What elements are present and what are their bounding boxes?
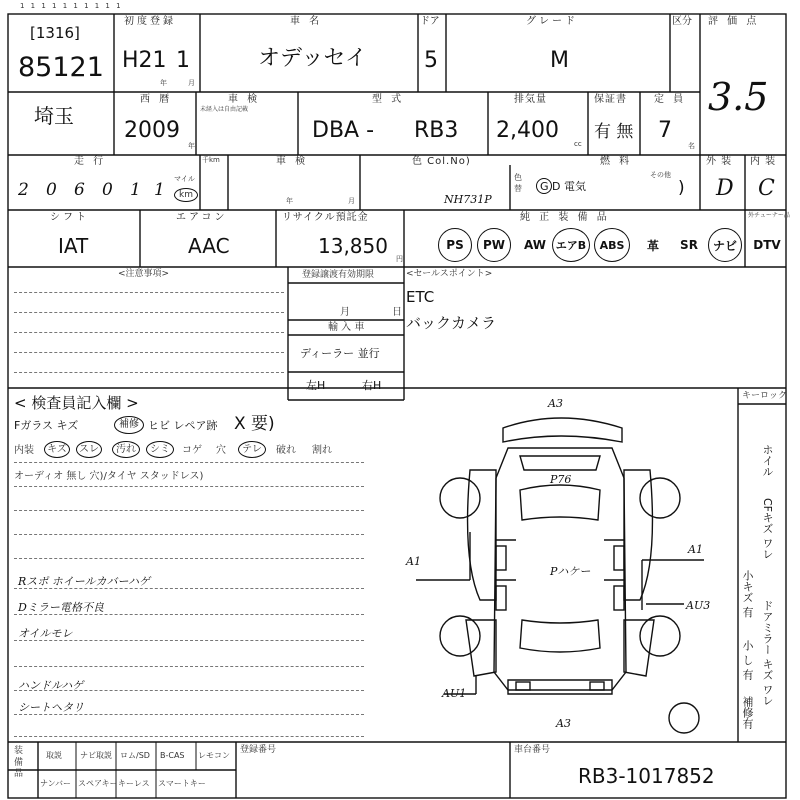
shift-value: IAT xyxy=(58,234,89,258)
note-rspo: Rスポ ホイールカバーハゲ xyxy=(18,575,151,588)
color-value: NH731P xyxy=(444,193,492,206)
left-hand: 左H xyxy=(306,379,326,392)
int-hole: 穴 xyxy=(216,445,226,456)
km-circled: km xyxy=(174,188,198,202)
left-rear-panel xyxy=(466,620,496,676)
door-handle-rl xyxy=(496,586,506,610)
front-bumper xyxy=(503,418,622,442)
acc-navi-manual: ナビ取説 xyxy=(80,751,112,760)
accessories-label: 装 備 品 xyxy=(14,746,24,780)
int-scratch: キズ xyxy=(44,441,70,458)
type-label: 型 式 xyxy=(372,94,405,105)
equip-dtv: DTV xyxy=(753,238,781,252)
acc-bcas: B-CAS xyxy=(160,751,185,760)
int-scuff: スレ xyxy=(76,441,102,458)
rear-window xyxy=(520,620,600,652)
deadline-month: 月 xyxy=(340,307,350,318)
capacity-value: 7 xyxy=(658,118,672,143)
legend-small: 小 し 有 xyxy=(741,640,754,680)
mark-left-a1: A1 xyxy=(406,555,421,568)
change-label: 色替 xyxy=(514,173,522,194)
acc-rom-sd: ロム/SD xyxy=(120,751,150,760)
deadline-day: 日 xyxy=(392,307,402,318)
note-oil: オイルモレ xyxy=(18,627,73,640)
acc-spare-key: スペアキー xyxy=(78,779,118,788)
warranty-value: 有 無 xyxy=(594,122,634,142)
first-reg-era: H21 xyxy=(122,48,167,73)
capacity-label: 定 員 xyxy=(654,94,687,105)
displacement-value: 2,400 xyxy=(496,118,559,143)
model-label: 車 名 xyxy=(290,16,323,27)
first-reg-month: 1 xyxy=(176,48,190,73)
wheel-rear-left xyxy=(440,616,480,656)
legend-door-mirror: ドアミラー キズ ワレ xyxy=(761,600,774,706)
aircon-label: エアコン xyxy=(176,212,228,223)
mileage-label: 走 行 xyxy=(74,156,107,167)
doors-label: ドア xyxy=(420,16,440,27)
inspection-note: 未経入は自由記載 xyxy=(200,106,249,113)
inspection-label: 車 検 xyxy=(228,94,261,105)
recycle-fee-value: 13,850 xyxy=(318,234,388,258)
int-tere: テレ xyxy=(238,441,266,458)
mile-label: マイル xyxy=(174,175,195,183)
acc-manual: 取説 xyxy=(46,751,62,760)
shift-label: シフト xyxy=(50,212,89,223)
int-stain: シミ xyxy=(146,441,174,458)
type-prefix: DBA - xyxy=(312,118,375,143)
int-tear: 破れ xyxy=(276,445,296,456)
mileage-d3: 6 xyxy=(74,180,85,200)
fglass-text: Fガラス キズ xyxy=(14,419,79,432)
interior-label: 内 装 xyxy=(750,156,777,167)
tail-light-right xyxy=(590,682,604,690)
acc-number: ナンバー xyxy=(40,779,72,788)
chassis-label: 車台番号 xyxy=(514,745,551,755)
equip-navi: ナビ xyxy=(708,228,742,262)
key-lock-label: キーロック xyxy=(742,391,787,401)
equip-abs: ABS xyxy=(594,228,630,262)
equip-pw: PW xyxy=(477,228,511,262)
lot-bracket: [1316] xyxy=(30,24,80,42)
tuner-label: 外チューナー品 xyxy=(748,212,790,219)
equip-sr: SR xyxy=(680,238,698,252)
tail-light-left xyxy=(516,682,530,690)
aircon-value: AAC xyxy=(188,234,230,258)
note-handle: ハンドルハゲ xyxy=(18,679,84,692)
wheel-front-left xyxy=(440,478,480,518)
unit-label: 千km xyxy=(202,156,220,164)
row3-month-unit: 月 xyxy=(348,197,355,205)
fuel-label: 燃 料 xyxy=(600,156,633,167)
doors-value: 5 xyxy=(424,48,438,73)
equip-airbag: エアB xyxy=(552,228,590,262)
fglass-repair: 補修 xyxy=(114,416,144,434)
int-crack: 割れ xyxy=(312,445,332,456)
inspector-title: < 検査員記入欄 > xyxy=(14,394,139,412)
mileage-d4: 0 xyxy=(102,180,113,200)
door-handle-fr xyxy=(614,546,624,570)
recycle-label: 車 検 xyxy=(276,156,309,167)
warranty-label: 保証書 xyxy=(594,94,627,105)
audio-tire-line: オーディオ 無し 穴)/タイヤ スタッドレス) xyxy=(14,471,204,482)
equip-ps: PS xyxy=(438,228,472,262)
left-panel xyxy=(468,470,496,600)
mileage-d2: 0 xyxy=(46,180,57,200)
equip-leather: 革 xyxy=(646,238,659,253)
mileage-d5: 1 xyxy=(130,180,141,200)
fglass-need: X 要) xyxy=(234,414,275,434)
int-burn: コゲ xyxy=(182,445,202,456)
yen-unit: 円 xyxy=(396,255,403,263)
chassis-value: RB3-1017852 xyxy=(578,764,715,788)
fuel-options: G D 電気 xyxy=(540,180,586,193)
year-unit: 年 xyxy=(160,79,167,87)
legend-cf: CFキズ ワレ xyxy=(761,498,774,560)
note-seat: シートヘタリ xyxy=(18,701,84,714)
model-year-value: 2009 xyxy=(124,118,180,143)
recycle-fee-label: リサイクル預託金 xyxy=(282,212,369,223)
windshield xyxy=(520,485,600,520)
mark-front-a3: A3 xyxy=(548,397,563,410)
equipment-label: 純 正 装 備 品 xyxy=(520,212,610,223)
selling-points-label: <セールスポイント> xyxy=(406,269,493,279)
lot-number: 85121 xyxy=(18,52,104,83)
reg-deadline-label: 登録譲渡有効期限 xyxy=(302,270,375,280)
region: 埼玉 xyxy=(34,104,74,128)
selling-point-1: ETC xyxy=(406,288,435,306)
mileage-d1: 2 xyxy=(18,180,29,200)
fuel-close-paren: ) xyxy=(678,178,685,198)
fuel-other: その他 xyxy=(650,171,671,179)
model-value: オデッセイ xyxy=(258,46,367,71)
acc-smart-key: スマートキー xyxy=(158,779,206,788)
capacity-unit: 名 xyxy=(688,142,695,150)
mark-right-a1: A1 xyxy=(688,543,703,556)
right-rear-panel xyxy=(624,620,654,676)
door-handle-rr xyxy=(614,586,624,610)
category-label: 区分 xyxy=(672,16,692,27)
hood-line xyxy=(520,456,600,470)
selling-point-2: バックカメラ xyxy=(406,314,497,332)
exterior-value: D xyxy=(716,176,734,201)
spare-wheel xyxy=(669,703,699,733)
acc-remote: レモコン xyxy=(198,751,230,760)
grade-label: グレード xyxy=(526,16,578,27)
fglass-text-2: ヒビ レペア跡 xyxy=(148,419,218,432)
int-dirt: 汚れ xyxy=(112,441,140,458)
row3-year-unit: 年 xyxy=(286,197,293,205)
top-strip: 1 1 1 1 1 1 1 1 1 1 xyxy=(20,2,123,10)
door-handle-fl xyxy=(496,546,506,570)
wheel-front-right xyxy=(640,478,680,518)
mileage-d6: 1 xyxy=(154,180,165,200)
legend-small-scratch: 小キズ 有 xyxy=(741,570,754,618)
grade-value: M xyxy=(550,48,569,73)
legend-wheel: ホイル xyxy=(761,444,774,477)
right-hand: 右H xyxy=(362,379,382,392)
color-label: 色 Col.No) xyxy=(412,156,471,167)
equip-aw: AW xyxy=(524,238,546,252)
model-year-unit: 年 xyxy=(188,142,195,150)
interior-value: C xyxy=(758,176,775,201)
mark-rear-a3: A3 xyxy=(556,717,571,730)
score-value: 3.5 xyxy=(708,75,769,119)
mark-center: Pハケー xyxy=(550,565,591,578)
mark-au1: AU1 xyxy=(442,687,467,700)
import-label: 輸 入 車 xyxy=(328,322,365,333)
note-mirror: Dミラー電格不良 xyxy=(18,601,104,614)
displacement-label: 排気量 xyxy=(514,94,547,105)
model-year-label: 西 暦 xyxy=(140,94,173,105)
first-reg-label: 初度登録 xyxy=(124,16,176,27)
right-panel xyxy=(624,470,652,600)
dealer-import: ディーラー 並行 xyxy=(300,347,380,360)
cc-unit: cc xyxy=(574,140,582,148)
score-label: 評 価 点 xyxy=(708,16,760,27)
acc-keyless: キーレス xyxy=(118,779,150,788)
reg-number-label: 登録番号 xyxy=(240,745,277,755)
exterior-label: 外 装 xyxy=(706,156,733,167)
caution-label: <注意事項> xyxy=(118,269,170,279)
type-value: RB3 xyxy=(414,118,459,143)
wheel-rear-right xyxy=(640,616,680,656)
mark-au3: AU3 xyxy=(686,599,711,612)
legend-repair: 補修有 xyxy=(741,696,754,729)
interior-label: 内装 xyxy=(14,445,34,456)
mark-p76: P76 xyxy=(550,473,572,486)
month-unit: 月 xyxy=(188,79,195,87)
